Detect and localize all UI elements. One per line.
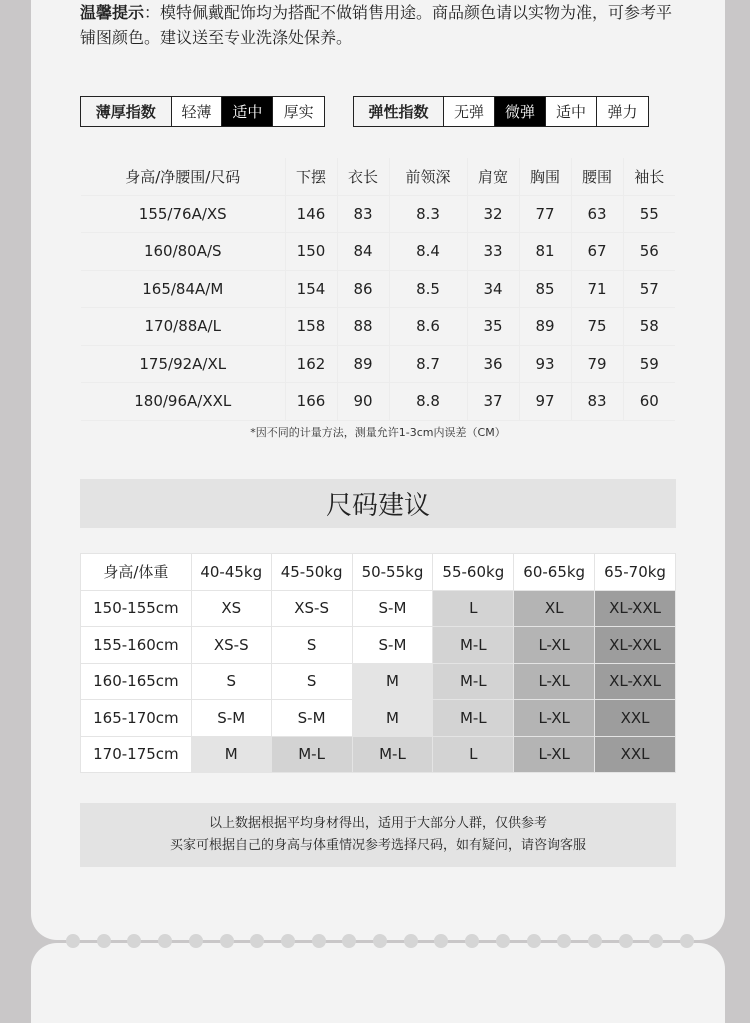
dimensions-cell: 158 [285, 308, 337, 346]
table-row [81, 700, 676, 737]
dimensions-cell: 97 [519, 383, 571, 421]
recommendation-header-cell: 45-50kg [271, 554, 352, 591]
table-row [81, 663, 676, 700]
elasticity-option: 无弹 [444, 97, 495, 126]
size-recommendation-table [80, 553, 676, 773]
size-cell: S-M [191, 700, 271, 737]
size-cell: M [352, 663, 433, 700]
size-cell: XS-S [191, 627, 271, 664]
elasticity-option: 适中 [546, 97, 597, 126]
recommendation-header-cell: 55-60kg [433, 554, 514, 591]
dimensions-cell: 170/88A/L [81, 308, 285, 346]
dimensions-cell: 154 [285, 270, 337, 308]
dimensions-cell: 150 [285, 233, 337, 271]
dimensions-cell: 75 [571, 308, 623, 346]
perforation-dot [557, 934, 571, 948]
size-cell: S [271, 663, 352, 700]
perforation-dot [342, 934, 356, 948]
dimensions-header-cell: 下摆 [285, 158, 337, 195]
size-cell: L-XL [514, 627, 595, 664]
footer-note [80, 803, 676, 867]
dimensions-header-cell: 身高/净腰围/尺码 [81, 158, 285, 195]
table-row [81, 233, 675, 271]
thickness-scale [80, 96, 325, 127]
notice-text: ：模特佩戴配饰均为搭配不做销售用途。商品颜色请以实物为准，可参考平铺图颜色。建议送至专业洗涤处保养。 [80, 3, 673, 47]
size-cell: M-L [352, 736, 433, 773]
dimensions-cell: 166 [285, 383, 337, 421]
perforation-dot [680, 934, 694, 948]
perforation-dot [588, 934, 602, 948]
perforation-dot [312, 934, 326, 948]
height-range-cell: 150-155cm [81, 590, 192, 627]
dimensions-header-row [81, 158, 675, 195]
size-advice-title: 尺码建议 [80, 479, 676, 528]
size-cell: L-XL [514, 736, 595, 773]
dimensions-cell: 162 [285, 345, 337, 383]
table-row [81, 345, 675, 383]
size-cell: M-L [433, 663, 514, 700]
perforation-dot [220, 934, 234, 948]
thickness-option: 适中 [222, 97, 273, 126]
size-cell: S [191, 663, 271, 700]
footer-line-2: 买家可根据自己的身高与体重情况参考选择尺码，如有疑问，请咨询客服 [169, 838, 586, 853]
size-cell: L [433, 590, 514, 627]
dimensions-header-cell: 前领深 [389, 158, 467, 195]
dimensions-cell: 77 [519, 195, 571, 233]
table-row [81, 736, 676, 773]
height-range-cell: 160-165cm [81, 663, 192, 700]
dimensions-cell: 34 [467, 270, 519, 308]
dimensions-cell: 37 [467, 383, 519, 421]
dimensions-cell: 59 [623, 345, 675, 383]
dimensions-table [81, 158, 675, 421]
size-cell: XL [514, 590, 595, 627]
dimensions-cell: 83 [571, 383, 623, 421]
table-row [81, 308, 675, 346]
size-cell: M [352, 700, 433, 737]
table-row [81, 270, 675, 308]
size-cell: L-XL [514, 700, 595, 737]
dimensions-cell: 79 [571, 345, 623, 383]
size-cell: M [191, 736, 271, 773]
perforation-dot [281, 934, 295, 948]
size-cell: S-M [352, 627, 433, 664]
dimensions-cell: 89 [519, 308, 571, 346]
dimensions-cell: 88 [337, 308, 389, 346]
perforation-dot [465, 934, 479, 948]
perforation-dot [649, 934, 663, 948]
recommendation-header-cell: 40-45kg [191, 554, 271, 591]
dimensions-cell: 8.8 [389, 383, 467, 421]
recommendation-header-cell: 身高/体重 [81, 554, 192, 591]
dimensions-cell: 81 [519, 233, 571, 271]
dimensions-header-cell: 胸围 [519, 158, 571, 195]
height-range-cell: 170-175cm [81, 736, 192, 773]
table-row [81, 383, 675, 421]
dimensions-cell: 89 [337, 345, 389, 383]
size-cell: XL-XXL [595, 627, 676, 664]
size-cell: S-M [271, 700, 352, 737]
perforation-dot [127, 934, 141, 948]
perforation-dots [66, 934, 696, 948]
dimensions-cell: 84 [337, 233, 389, 271]
size-cell: XL-XXL [595, 663, 676, 700]
dimensions-cell: 8.7 [389, 345, 467, 383]
size-cell: M-L [433, 700, 514, 737]
dimensions-cell: 8.3 [389, 195, 467, 233]
dimensions-cell: 55 [623, 195, 675, 233]
dimensions-header-cell: 衣长 [337, 158, 389, 195]
elasticity-option: 弹力 [597, 97, 648, 126]
dimensions-cell: 146 [285, 195, 337, 233]
dimensions-cell: 160/80A/S [81, 233, 285, 271]
dimensions-cell: 93 [519, 345, 571, 383]
table-row [81, 195, 675, 233]
dimensions-cell: 35 [467, 308, 519, 346]
table-row [81, 627, 676, 664]
dimensions-cell: 175/92A/XL [81, 345, 285, 383]
notice [80, 0, 680, 50]
dimensions-cell: 165/84A/M [81, 270, 285, 308]
dimensions-cell: 36 [467, 345, 519, 383]
size-cell: M-L [433, 627, 514, 664]
dimensions-cell: 33 [467, 233, 519, 271]
recommendation-header-cell: 60-65kg [514, 554, 595, 591]
size-cell: L-XL [514, 663, 595, 700]
dimensions-cell: 8.5 [389, 270, 467, 308]
notice-label: 温馨提示 [80, 3, 145, 22]
next-card [31, 943, 725, 1023]
measurement-note: *因不同的计量方法，测量允许1-3cm内误差（CM） [250, 426, 506, 439]
dimensions-header-cell: 腰围 [571, 158, 623, 195]
thickness-option: 厚实 [273, 97, 324, 126]
dimensions-header-cell: 肩宽 [467, 158, 519, 195]
dimensions-cell: 90 [337, 383, 389, 421]
dimensions-cell: 85 [519, 270, 571, 308]
dimensions-cell: 71 [571, 270, 623, 308]
perforation-dot [404, 934, 418, 948]
dimensions-cell: 155/76A/XS [81, 195, 285, 233]
elasticity-label: 弹性指数 [354, 97, 444, 126]
perforation-dot [373, 934, 387, 948]
recommendation-header-row [81, 554, 676, 591]
perforation-dot [97, 934, 111, 948]
dimensions-header-cell: 袖长 [623, 158, 675, 195]
height-range-cell: 165-170cm [81, 700, 192, 737]
perforation-dot [189, 934, 203, 948]
dimensions-cell: 180/96A/XXL [81, 383, 285, 421]
perforation-dot [158, 934, 172, 948]
dimensions-cell: 83 [337, 195, 389, 233]
size-cell: XXL [595, 736, 676, 773]
perforation-dot [527, 934, 541, 948]
dimensions-cell: 8.4 [389, 233, 467, 271]
dimensions-cell: 58 [623, 308, 675, 346]
size-cell: XL-XXL [595, 590, 676, 627]
dimensions-cell: 67 [571, 233, 623, 271]
size-cell: XXL [595, 700, 676, 737]
dimensions-cell: 32 [467, 195, 519, 233]
size-cell: S [271, 627, 352, 664]
size-cell: XS-S [271, 590, 352, 627]
size-cell: M-L [271, 736, 352, 773]
size-cell: XS [191, 590, 271, 627]
perforation-dot [434, 934, 448, 948]
recommendation-header-cell: 65-70kg [595, 554, 676, 591]
perforation-dot [496, 934, 510, 948]
dimensions-cell: 8.6 [389, 308, 467, 346]
dimensions-cell: 63 [571, 195, 623, 233]
table-row [81, 590, 676, 627]
perforation-dot [66, 934, 80, 948]
recommendation-header-cell: 50-55kg [352, 554, 433, 591]
footer-line-1: 以上数据根据平均身材得出，适用于大部分人群，仅供参考 [208, 816, 547, 831]
dimensions-cell: 57 [623, 270, 675, 308]
dimensions-cell: 56 [623, 233, 675, 271]
elasticity-option: 微弹 [495, 97, 546, 126]
height-range-cell: 155-160cm [81, 627, 192, 664]
size-cell: S-M [352, 590, 433, 627]
thickness-label: 薄厚指数 [81, 97, 172, 126]
elasticity-scale [353, 96, 649, 127]
content-card [31, 0, 725, 940]
thickness-option: 轻薄 [172, 97, 223, 126]
dimensions-cell: 86 [337, 270, 389, 308]
size-cell: L [433, 736, 514, 773]
perforation-dot [250, 934, 264, 948]
dimensions-cell: 60 [623, 383, 675, 421]
perforation-dot [619, 934, 633, 948]
